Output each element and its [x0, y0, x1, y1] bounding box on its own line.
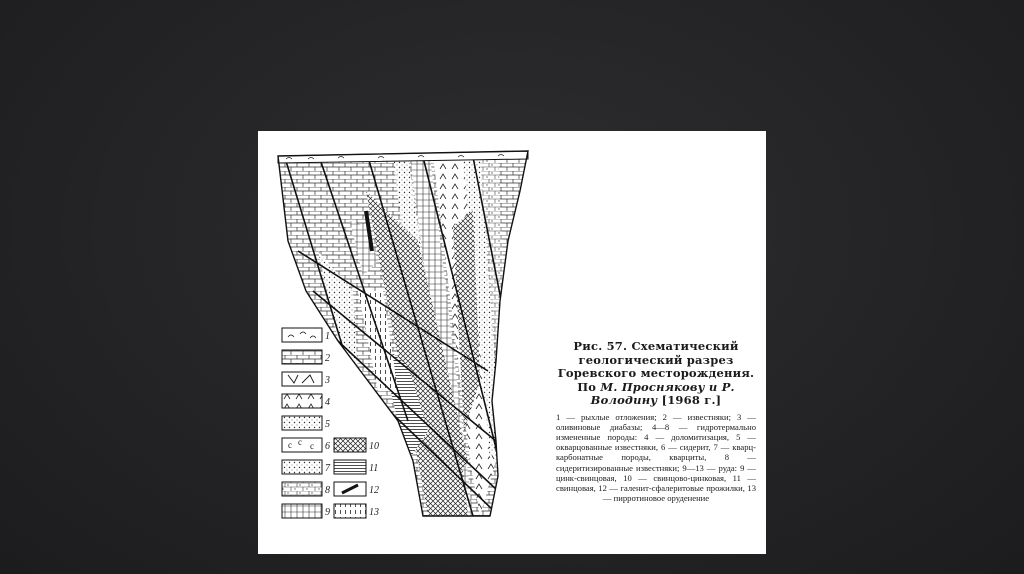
legend-key-4: 4	[325, 397, 330, 408]
legend-key-13: 13	[369, 507, 379, 518]
legend-key-7: 7	[325, 463, 330, 474]
caption-authors: М. Проснякову и Р. Володину	[590, 379, 735, 407]
legend-key-10: 10	[369, 441, 379, 452]
legend-key-1: 1	[325, 331, 330, 342]
legend-key-8: 8	[325, 485, 330, 496]
caption-year: [1968 г.]	[661, 393, 722, 407]
legend-key-2: 2	[325, 353, 330, 364]
legend-key-9: 9	[325, 507, 330, 518]
legend-key-6: 6	[325, 441, 330, 452]
svg-text:c: c	[298, 437, 302, 447]
caption-main: Схематический геологический разрез Горевского месторождения. По	[557, 339, 755, 394]
figure-card	[258, 131, 766, 554]
figure-caption	[556, 340, 756, 503]
caption-legend: 1 — рыхлые отложения; 2 — известняки; 3 — оливиновые диабазы; 4—8 — гидротермально измененные породы: 4 — доломитизация, 5 — окварцованные известняки, 6 — сидерит, 7 — кварц-карбонатные породы, кварциты, 8 — сидеритизированные известняки; 9—13 — руда: 9 — цинк-свинцовая, 10 — свинцово-цинковая, 11 — свинцовая, 12 — галенит-сфалеритовые прожилки, 13 — пирротиновое оруденение	[556, 411, 756, 504]
legend-key-12: 12	[369, 485, 379, 496]
legend-key-5: 5	[325, 419, 330, 430]
caption-prefix: Рис. 57.	[573, 339, 628, 353]
caption-title	[556, 340, 756, 408]
legend-key-11: 11	[369, 463, 379, 474]
legend-key-3: 3	[325, 375, 330, 386]
svg-text:c: c	[288, 440, 292, 450]
legend-column-right	[334, 438, 366, 518]
svg-text:c: c	[310, 441, 314, 451]
legend-column-left	[282, 328, 322, 518]
